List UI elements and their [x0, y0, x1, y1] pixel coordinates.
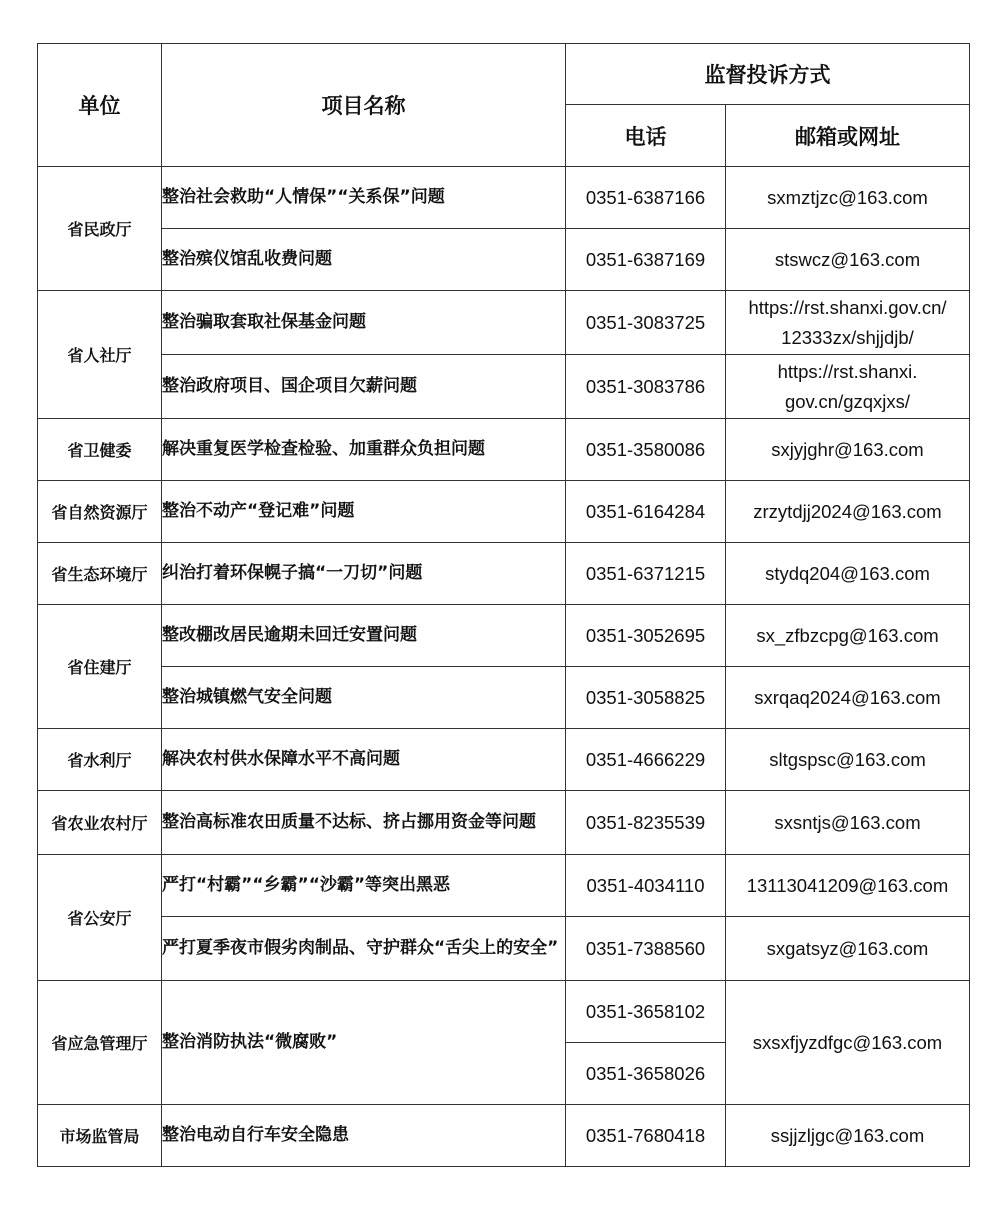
header-project: 项目名称 — [162, 44, 566, 167]
project-cell: 整治社会救助“人情保”“关系保”问题 — [162, 167, 566, 229]
url-line-2[interactable]: gov.cn/gzqxjxs/ — [784, 390, 911, 412]
project-cell: 解决重复医学检查检验、加重群众负担问题 — [162, 419, 566, 481]
header-row-1 — [38, 44, 970, 105]
project-cell: 整治高标准农田质量不达标、挤占挪用资金等问题 — [162, 791, 566, 855]
project-cell: 严打夏季夜市假劣肉制品、守护群众“舌尖上的安全” — [162, 917, 566, 981]
unit-cell: 省自然资源厅 — [38, 481, 162, 543]
project-cell: 整治不动产“登记难”问题 — [162, 481, 566, 543]
phone-cell: 0351-6387169 — [566, 229, 726, 291]
table-row — [38, 981, 970, 1043]
url-line-2[interactable]: 12333zx/shjjdjb/ — [781, 326, 914, 348]
project-cell: 整改棚改居民逾期未回迁安置问题 — [162, 605, 566, 667]
phone-cell: 0351-7388560 — [566, 917, 726, 981]
unit-cell: 市场监管局 — [38, 1105, 162, 1167]
unit-cell: 省人社厅 — [38, 291, 162, 419]
table-row — [38, 605, 970, 667]
table-row — [38, 729, 970, 791]
phone-cell: 0351-8235539 — [566, 791, 726, 855]
unit-cell: 省水利厅 — [38, 729, 162, 791]
table-row — [38, 167, 970, 229]
email-cell[interactable]: sxsntjs@163.com — [726, 791, 970, 855]
project-cell: 整治消防执法“微腐败” — [162, 981, 566, 1105]
header-unit: 单位 — [38, 44, 162, 167]
phone-cell: 0351-3658026 — [566, 1043, 726, 1105]
unit-cell: 省卫健委 — [38, 419, 162, 481]
unit-cell: 省生态环境厅 — [38, 543, 162, 605]
project-cell: 整治城镇燃气安全问题 — [162, 667, 566, 729]
url-cell[interactable] — [726, 355, 970, 419]
url-line-1[interactable]: https://rst.shanxi.gov.cn/ — [748, 296, 947, 318]
email-cell[interactable]: sxrqaq2024@163.com — [726, 667, 970, 729]
unit-cell: 省民政厅 — [38, 167, 162, 291]
table-row — [38, 291, 970, 355]
project-cell: 严打“村霸”“乡霸”“沙霸”等突出黑恶 — [162, 855, 566, 917]
email-cell[interactable]: ssjjzljgc@163.com — [726, 1105, 970, 1167]
table-row — [38, 667, 970, 729]
table-row — [38, 229, 970, 291]
phone-cell: 0351-3658102 — [566, 981, 726, 1043]
project-cell: 纠治打着环保幌子搞“一刀切”问题 — [162, 543, 566, 605]
header-contact-group: 监督投诉方式 — [566, 44, 970, 105]
phone-cell: 0351-3058825 — [566, 667, 726, 729]
email-cell[interactable]: 13113041209@163.com — [726, 855, 970, 917]
phone-cell: 0351-3580086 — [566, 419, 726, 481]
header-phone: 电话 — [566, 105, 726, 167]
table-row — [38, 855, 970, 917]
table-row — [38, 481, 970, 543]
project-cell: 整治电动自行车安全隐患 — [162, 1105, 566, 1167]
phone-cell: 0351-3083786 — [566, 355, 726, 419]
table-row — [38, 917, 970, 981]
phone-cell: 0351-4666229 — [566, 729, 726, 791]
table-row — [38, 543, 970, 605]
unit-cell: 省应急管理厅 — [38, 981, 162, 1105]
email-cell[interactable]: sxmztjzc@163.com — [726, 167, 970, 229]
url-line-1[interactable]: https://rst.shanxi. — [777, 360, 918, 382]
phone-cell: 0351-4034110 — [566, 855, 726, 917]
project-cell: 整治政府项目、国企项目欠薪问题 — [162, 355, 566, 419]
email-cell[interactable]: sltgspsc@163.com — [726, 729, 970, 791]
project-cell: 整治殡仪馆乱收费问题 — [162, 229, 566, 291]
phone-cell: 0351-3083725 — [566, 291, 726, 355]
header-email-or-url: 邮箱或网址 — [726, 105, 970, 167]
phone-cell: 0351-7680418 — [566, 1105, 726, 1167]
phone-cell: 0351-6371215 — [566, 543, 726, 605]
project-cell: 解决农村供水保障水平不高问题 — [162, 729, 566, 791]
phone-cell: 0351-6164284 — [566, 481, 726, 543]
unit-cell: 省农业农村厅 — [38, 791, 162, 855]
email-cell[interactable]: sxjyjghr@163.com — [726, 419, 970, 481]
table-row — [38, 1105, 970, 1167]
supervision-complaint-table — [37, 43, 970, 1167]
email-cell[interactable]: sxsxfjyzdfgc@163.com — [726, 981, 970, 1105]
email-cell[interactable]: stydq204@163.com — [726, 543, 970, 605]
unit-cell: 省公安厅 — [38, 855, 162, 981]
email-cell[interactable]: sxgatsyz@163.com — [726, 917, 970, 981]
email-cell[interactable]: sx_zfbzcpg@163.com — [726, 605, 970, 667]
unit-cell: 省住建厅 — [38, 605, 162, 729]
project-cell: 整治骗取套取社保基金问题 — [162, 291, 566, 355]
url-cell[interactable] — [726, 291, 970, 355]
phone-cell: 0351-6387166 — [566, 167, 726, 229]
phone-cell: 0351-3052695 — [566, 605, 726, 667]
email-cell[interactable]: zrzytdjj2024@163.com — [726, 481, 970, 543]
table-row — [38, 419, 970, 481]
email-cell[interactable]: stswcz@163.com — [726, 229, 970, 291]
table-row — [38, 355, 970, 419]
table-row — [38, 791, 970, 855]
